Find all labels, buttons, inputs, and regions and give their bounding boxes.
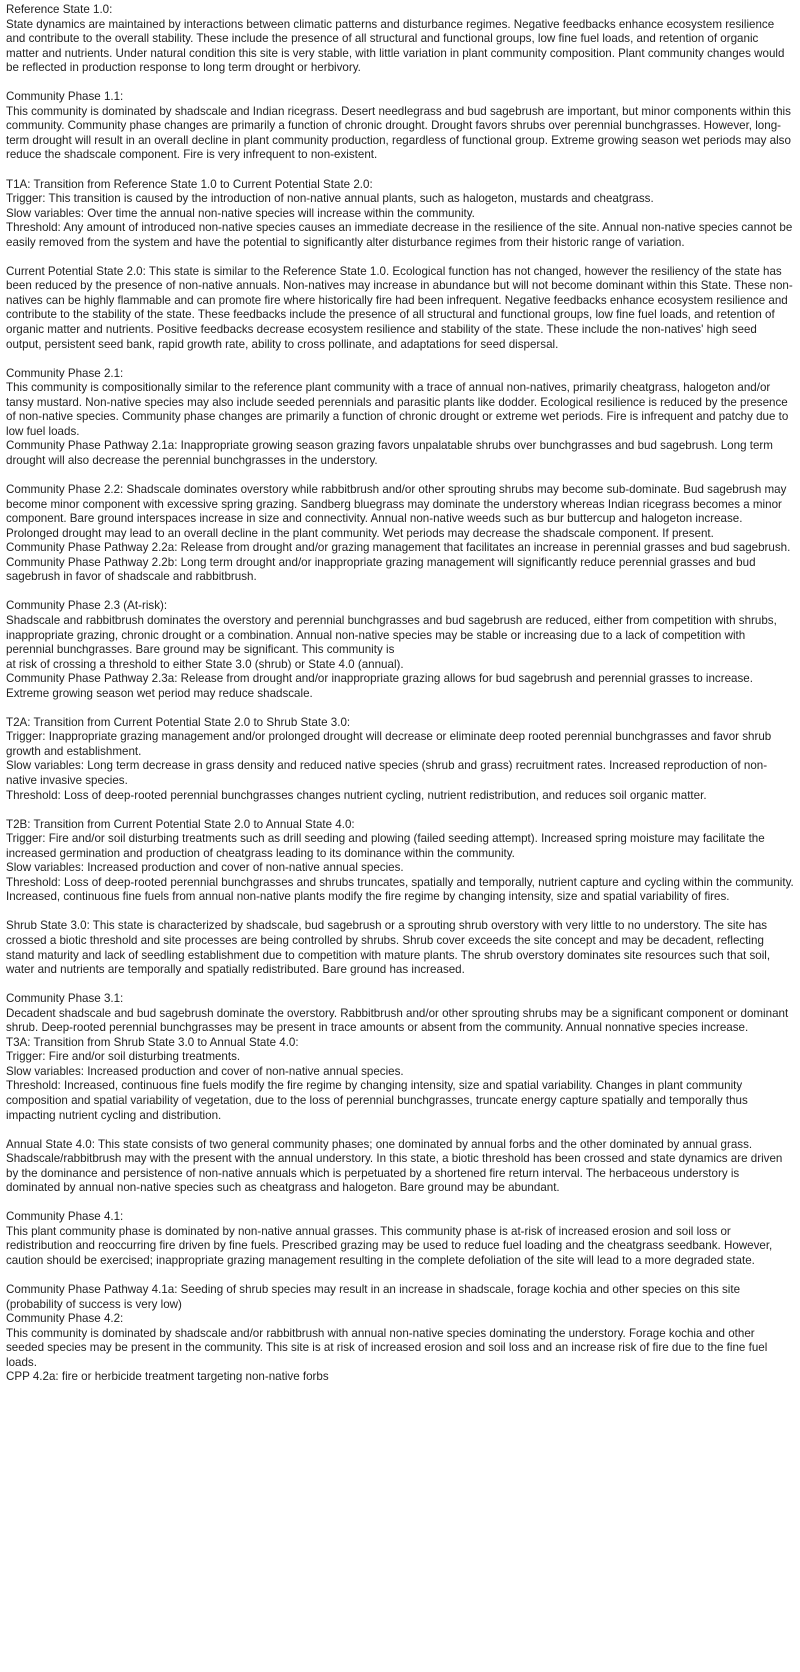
paragraph-t1a [6,178,794,251]
paragraph-community-phase-4-2 [6,1283,794,1385]
text-line: This community is dominated by shadscale and Indian ricegrass. Desert needlegrass and bud sagebrush are important, but minor components within this community. Community phase changes are primarily a function of chronic drought. Drought favors shrubs over perennial bunchgrasses. However, long-term drought will result in an overall decline in plant community production, regardless of functional group. Extreme growing season wet periods may also reduce the shadscale component. Fire is very infrequent to non-existent. [6,104,791,162]
text-line: Community Phase Pathway 2.2a: Release from drought and/or grazing management that facilitates an increase in perennial grasses and bud sagebrush. [6,541,791,555]
heading: T1A: Transition from Reference State 1.0 to Current Potential State 2.0: [6,177,373,191]
text-line: CPP 4.2a: fire or herbicide treatment targeting non-native forbs [6,1370,329,1384]
text-line: Slow variables: Increased production and cover of non-native annual species. [6,861,404,875]
text-line: Trigger: Inappropriate grazing management and/or prolonged drought will decrease or eliminate deep rooted perennial bunchgrasses and favor shrub growth and establishment. [6,730,772,758]
heading: Community Phase 1.1: [6,90,124,104]
text-line: Community Phase 2.2: Shadscale dominates overstory while rabbitbrush and/or other sprouting shrubs may become sub-dominate. Bud sagebrush may become minor component with excessive spring grazing. Sandberg bluegrass may dominate the understory whereas Indian ricegrass becomes a minor component. Bare ground interspaces increase in size and connectivity. Annual non-native weeds such as bur buttercup and halogeton increase. Prolonged drought may lead to an overall decline in the plant community. Wet periods may decrease the shadscale component. If present. [6,483,787,540]
paragraph-t2b [6,818,794,905]
paragraph-current-potential-state [6,265,794,352]
heading: Community Phase 4.1: [6,1210,124,1224]
paragraph-community-phase-4-1 [6,1210,794,1268]
text-line: This community is dominated by shadscale and/or rabbitbrush with annual non-native species dominating the understory. Forage kochia and other seeded species may be present in the community. This site is at risk of increased erosion and soil loss and an increase risk of fire due to the fine fuel loads. [6,1326,768,1369]
text-line: Threshold: Any amount of introduced non-native species causes an immediate decrease in the resilience of the site. Annual non-native species cannot be easily removed from the system and have the potential to significantly alter disturbance regimes from their historic range of variation. [6,221,793,249]
text-line: This community is compositionally similar to the reference plant community with a trace of annual non-natives, primarily cheatgrass, halogeton and/or tansy mustard. Non-native species may also include seeded perennials and parasitic plants like dodder. Ecological resilience is reduced by the presence of non-native species. Community phase changes are primarily a function of chronic drought or extreme wet periods. Fire is infrequent and patchy due to low fuel loads. [6,381,789,438]
text-line: This plant community phase is dominated by non-native annual grasses. This community phase is at-risk of increased erosion and soil loss or redistribution and reoccurring fire driven by fine fuels. Prescribed grazing may be used to reduce fuel loading and the cheatgrass seedbank. However, caution should be exercised; inappropriate grazing management resulting in the complete defoliation of the site will lead to a more degraded state. [6,1224,773,1268]
heading: Community Phase 3.1: [6,992,124,1006]
text-line: at risk of crossing a threshold to either State 3.0 (shrub) or State 4.0 (annual). [6,657,404,671]
heading: Community Phase 2.1: [6,366,124,380]
text-line: Slow variables: Long term decrease in grass density and reduced native species (shrub and grass) recruitment rates. Increased reproduction of non-native invasive species. [6,759,768,787]
text-line: T3A: Transition from Shrub State 3.0 to Annual State 4.0: [6,1035,299,1049]
paragraph-t2a [6,716,794,803]
paragraph-community-phase-2-2 [6,483,794,585]
text-line: Community Phase Pathway 4.1a: Seeding of shrub species may result in an increase in shadscale, forage kochia and other species on this site (probability of success is very low) [6,1283,741,1311]
text-line: Shrub State 3.0: This state is characterized by shadscale, bud sagebrush or a sprouting shrub overstory with very little to no understory. The site has crossed a biotic threshold and site processes are being controlled by shrubs. Shrub cover exceeds the site concept and may be decadent, reflecting stand maturity and lack of seedling establishment due to competition with mature plants. The shrub overstory dominates site resources such that soil, water and nutrients are temporally and spatially redistributed. Bare ground has increased. [6,919,771,977]
text-line: Current Potential State 2.0: This state is similar to the Reference State 1.0. Ecological function has not changed, however the resiliency of the state has been reduced by the presence of non-native annuals. Non-natives may increase in abundance but will not become dominant within this State. These non-natives can be highly flammable and can promote fire where historically fire had been infrequent. Negative feedbacks enhance ecosystem resilience and contribute to the stability of the state. These feedbacks include the presence of all structural and functional groups, low fine fuel loads, and retention of organic matter and nutrients. Positive feedbacks decrease ecosystem resilience and stability of the state. These include the non-natives' high seed output, persistent seed bank, rapid growth rate, ability to cross pollinate, and adaptations for seed dispersal. [6,264,793,351]
text-line: Community Phase Pathway 2.1a: Inappropriate growing season grazing favors unpalatable shrubs over bunchgrasses and bud sagebrush. Long term drought will also decrease the perennial bunchgrasses in the understory. [6,439,773,467]
text-line: State dynamics are maintained by interactions between climatic patterns and disturbance regimes. Negative feedbacks enhance ecosystem resilience and contribute to the overall stability. These include the presence of all structural and functional groups, low fine fuel loads, and retention of organic matter and nutrients. Under natural condition this site is very stable, with little variation in plant community composition. Plant community changes would be reflected in production response to long term drought or herbivory. [6,17,785,75]
paragraph-community-phase-2-1 [6,367,794,469]
heading: T2B: Transition from Current Potential State 2.0 to Annual State 4.0: [6,817,355,831]
text-line: Trigger: Fire and/or soil disturbing treatments such as drill seeding and plowing (failed seeding attempt). Increased spring moisture may facilitate the increased germination and production of cheatgrass leading to its dominance within the community. [6,832,765,860]
paragraph-reference-state [6,3,794,76]
text-line: Threshold: Increased, continuous fine fuels modify the fire regime by changing intensity, size and spatial variability. Changes in plant community composition and spatial variability of vegetation, due to the loss of perennial bunchgrasses, truncate energy capture spatially and temporally thus impacting nutrient cycling and distribution. [6,1079,748,1122]
text-line: Slow variables: Increased production and cover of non-native annual species. [6,1064,404,1078]
text-line: Shadscale and rabbitbrush dominates the overstory and perennial bunchgrasses and bud sagebrush are reduced, either from competition with shrubs, inappropriate grazing, chronic drought or a combination. Annual non-native species may be stable or increasing due to a lack of competition with perennial bunchgrasses. Bare ground may be significant. This community is [6,613,777,657]
paragraph-shrub-state [6,919,794,977]
paragraph-community-phase-1-1 [6,90,794,163]
paragraph-annual-state [6,1138,794,1196]
heading: Community Phase 2.3 (At-risk): [6,599,168,613]
text-line: Trigger: This transition is caused by the introduction of non-native annual plants, such as halogeton, mustards and cheatgrass. [6,192,654,206]
paragraph-community-phase-3-1 [6,992,794,1123]
paragraph-community-phase-2-3 [6,599,794,701]
heading: Community Phase 4.2: [6,1312,124,1326]
text-line: Annual State 4.0: This state consists of two general community phases; one dominated by annual forbs and the other dominated by annual grass. Shadscale/rabbitbrush may with the present with the annual understory. In this state, a biotic threshold has been crossed and state dynamics are driven by the dominance and persistence of non-native annuals which is perpetuated by a shortened fire return interval. The herbaceous understory is dominated by annual non-native species such as cheatgrass and halogeton. Bare ground may be abundant. [6,1137,783,1195]
text-line: Threshold: Loss of deep-rooted perennial bunchgrasses changes nutrient cycling, nutrient redistribution, and reduces soil organic matter. [6,788,707,802]
text-line: Decadent shadscale and bud sagebrush dominate the overstory. Rabbitbrush and/or other sprouting shrubs may be a significant component or dominant shrub. Deep-rooted perennial bunchgrasses may be present in trace amounts or absent from the community. Annual nonnative species increase. [6,1006,789,1035]
text-line: Slow variables: Over time the annual non-native species will increase within the community. [6,206,475,220]
heading: T2A: Transition from Current Potential State 2.0 to Shrub State 3.0: [6,715,351,729]
text-line: Threshold: Loss of deep-rooted perennial bunchgrasses and shrubs truncates, spatially and temporally, nutrient capture and cycling within the community. Increased, continuous fine fuels from annual non-native plants modify the fire regime by changing intensity, size and spatial variability of fires. [6,875,794,904]
text-line: Trigger: Fire and/or soil disturbing treatments. [6,1050,241,1064]
heading: Reference State 1.0: [6,3,113,16]
text-line: Community Phase Pathway 2.3a: Release from drought and/or inappropriate grazing allows for bud sagebrush and perennial grasses to increase. Extreme growing season wet period may reduce shadscale. [6,672,753,700]
text-line: Community Phase Pathway 2.2b: Long term drought and/or inappropriate grazing management will significantly reduce perennial grasses and bud sagebrush in favor of shadscale and rabbitbrush. [6,555,756,584]
